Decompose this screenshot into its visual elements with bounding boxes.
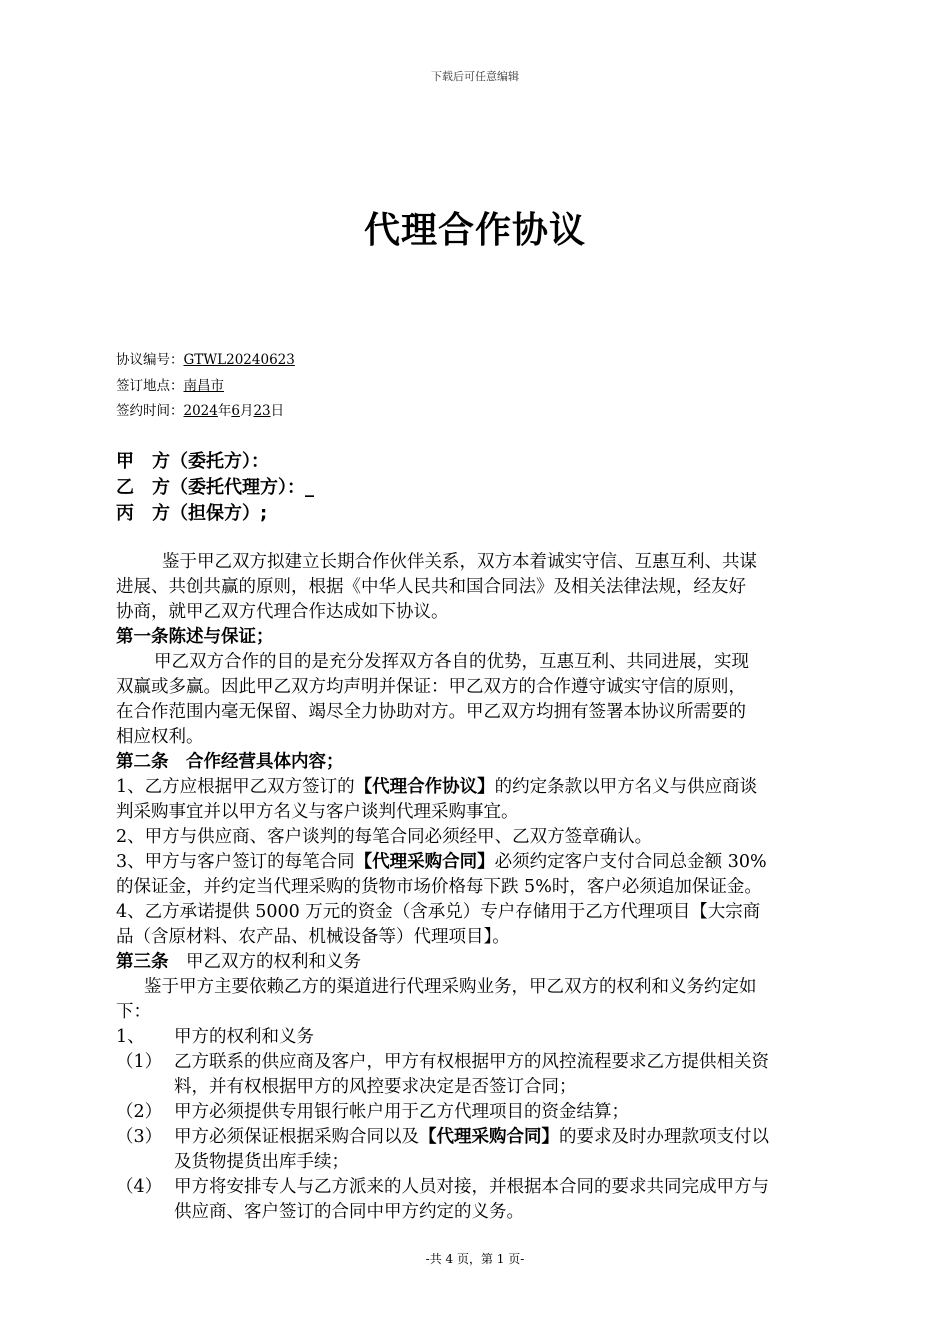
subheading-number: 1、 (116, 1027, 145, 1047)
item-number: （2） (116, 1102, 163, 1122)
page-header-note: 下载后可任意编辑 (431, 70, 519, 83)
article-2-item-1 (116, 775, 852, 800)
article-2-item-4: 4、乙方承诺提供 5000 万元的资金（含承兑）专户存储用于乙方代理项目【大宗商 (116, 902, 761, 922)
page-footer: -共 4 页，第 1 页- (425, 1252, 525, 1266)
intro-line: 鉴于甲乙双方拟建立长期合作伙伴关系，双方本着诚实守信、互惠互利、共谋 (162, 552, 757, 572)
article-2-item-3 (116, 850, 852, 875)
document-title: 代理合作协议 (363, 210, 586, 251)
signing-date (116, 399, 284, 423)
article-2-item-2: 2、甲方与供应商、客户谈判的每笔合同必须经甲、乙双方签章确认。 (116, 827, 653, 847)
article-3-item-cont: 料，并有权根据甲方的风控要求决定是否签订合同； (174, 1077, 577, 1097)
parties-block (116, 449, 314, 527)
article-2-item-1-cont: 判采购事宜并以甲方名义与客户谈判代理采购事宜。 (116, 802, 519, 822)
article-1-heading: 第一条陈述与保证； (116, 627, 274, 647)
document-body (116, 550, 852, 1225)
item-bold-text: 【代理合作协议】 (354, 777, 495, 797)
party-a: 甲 方（委托方）： (116, 451, 269, 472)
item-text: 的要求及时办理款项支付以 (559, 1127, 769, 1147)
year-unit: 年 (217, 403, 232, 419)
article-3-heading (116, 950, 852, 975)
article-2-item-4-cont: 品（含原材料、农产品、机械设备等）代理项目】。 (116, 927, 510, 947)
day-unit: 日 (270, 403, 285, 419)
article-3-heading-text: 甲乙双方的权利和义务 (168, 952, 361, 972)
article-3-item (116, 1050, 852, 1075)
item-number: （3） (116, 1127, 163, 1147)
agreement-number (116, 348, 295, 372)
item-text: 必须约定客户支付合同总金额 30% (494, 852, 767, 872)
item-text: 甲方将安排专人与乙方派来的人员对接，并根据本合同的要求共同完成甲方与 (174, 1177, 769, 1197)
party-b: 乙 方（委托代理方）：_ (116, 477, 314, 498)
article-2-item-3-cont: 的保证金，并约定当代理采购的货物市场价格每下跌 5%时，客户必须追加保证金。 (116, 877, 762, 897)
article-3-subheading (116, 1025, 852, 1050)
signing-place-label: 签订地点： (116, 378, 184, 394)
article-1-line: 双赢或多赢。因此甲乙双方均声明并保证：甲乙双方的合作遵守诚实守信的原则， (116, 677, 746, 697)
party-c: 丙 方（担保方）; (116, 503, 268, 524)
item-text: 1、乙方应根据甲乙双方签订的 (116, 777, 355, 797)
item-bold-text: 【代理采购合同】 (419, 1127, 559, 1147)
item-text: 3、甲方与客户签订的每笔合同 (116, 852, 355, 872)
item-bold-text: 【代理采购合同】 (354, 852, 495, 872)
signing-year: 2024 (183, 403, 218, 419)
article-1-line: 甲乙双方合作的目的是充分发挥双方各自的优势，互惠互利、共同进展，实现 (154, 652, 749, 672)
item-text: 甲方必须保证根据采购合同以及 (174, 1127, 419, 1147)
article-3-item (116, 1125, 852, 1150)
signing-place-value: 南昌市 (183, 378, 224, 394)
agreement-number-value: GTWL20240623 (183, 352, 295, 368)
signing-place (116, 374, 224, 398)
agreement-number-label: 协议编号： (116, 352, 184, 368)
item-text: 乙方联系的供应商及客户，甲方有权根据甲方的风控流程要求乙方提供相关资 (174, 1052, 769, 1072)
item-number: （1） (116, 1052, 163, 1072)
signing-day: 23 (253, 403, 271, 419)
article-1-line: 在合作范围内毫无保留、竭尽全力协助对方。甲乙双方均拥有签署本协议所需要的 (116, 702, 746, 722)
subheading-title: 甲方的权利和义务 (174, 1027, 314, 1047)
article-2-heading: 第二条 合作经营具体内容； (116, 752, 344, 772)
signing-month: 6 (231, 403, 240, 419)
article-3-heading-number: 第三条 (116, 952, 169, 972)
signing-date-label: 签约时间： (116, 403, 184, 419)
article-3-line: 鉴于甲方主要依赖乙方的渠道进行代理采购业务，甲乙双方的权利和义务约定如 (144, 977, 757, 997)
article-3-item-cont: 供应商、客户签订的合同中甲方约定的义务。 (174, 1202, 524, 1222)
intro-line: 进展、共创共赢的原则，根据《中华人民共和国合同法》及相关法律法规，经友好 (116, 577, 746, 597)
article-3-item-cont: 及货物提货出库手续； (174, 1152, 349, 1172)
article-1-line: 相应权利。 (116, 727, 204, 747)
item-text: 甲方必须提供专用银行帐户用于乙方代理项目的资金结算； (174, 1102, 629, 1122)
article-3-item (116, 1100, 852, 1125)
article-3-line: 下： (116, 1002, 151, 1022)
article-3-item (116, 1175, 852, 1200)
intro-line: 协商，就甲乙双方代理合作达成如下协议。 (116, 602, 449, 622)
item-text: 的约定条款以甲方名义与供应商谈 (494, 777, 758, 797)
item-number: （4） (116, 1177, 163, 1197)
month-unit: 月 (239, 403, 254, 419)
